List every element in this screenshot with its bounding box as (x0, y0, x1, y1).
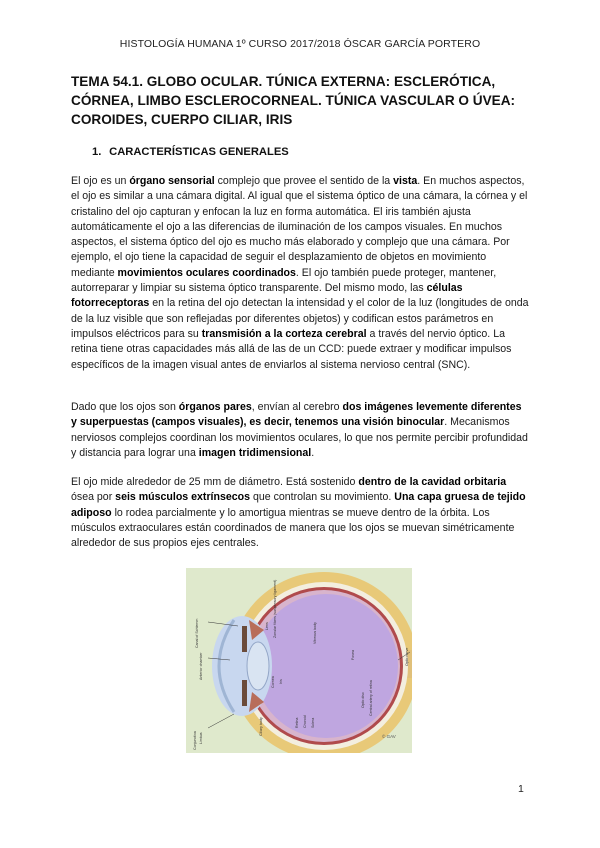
bold-term: seis músculos extrínsecos (115, 491, 251, 504)
bold-term: transmisión a la corteza cerebral (201, 327, 367, 340)
label-ciliary-body: Ciliary body (259, 717, 263, 736)
bold-term: dentro de la cavidad orbitaria (358, 476, 507, 488)
text-run: ósea por (71, 491, 116, 504)
page-number: 1 (518, 783, 524, 795)
eye-diagram-figure (186, 568, 412, 753)
label-sclera: Sclera (311, 717, 315, 728)
label-conjunctiva: Conjunctiva (193, 731, 197, 750)
section-number: 1. (92, 146, 102, 158)
text-run: que controlan su movimiento. (250, 491, 395, 504)
bold-term: dos imágenes levemente diferentes y superpuestas (campos visuales), es decir, tenemos una visión binocular (71, 401, 522, 429)
paragraph-3 (71, 475, 529, 551)
page-header: HISTOLOGÍA HUMANA 1º CURSO 2017/2018 ÓSCAR GARCÍA PORTERO (119, 38, 481, 50)
bold-term: órganos pares (178, 401, 252, 413)
eye-diagram (186, 568, 412, 753)
label-canal: Canal of Schlemm (195, 618, 199, 648)
text-run: . (311, 446, 315, 459)
section-heading (92, 146, 289, 158)
bold-term: movimientos oculares coordinados (117, 266, 296, 279)
label-optic-disc: Optic disc (361, 692, 365, 708)
bold-term: Una capa gruesa de tejido adiposo (71, 491, 526, 519)
label-fovea: Fovea (351, 650, 355, 660)
paragraph-2 (71, 400, 529, 461)
bold-term: vista (393, 175, 418, 187)
text-run: complejo que provee el sentido de la (214, 175, 394, 187)
text-run: a través del nervio óptico. La retina tiene otras capacidades más allá de las de un CCD: puede extraer y modificar impulsos específicos de la imagen visual antes de enviarlos al sistema nervioso central (SNC). (71, 327, 512, 371)
text-run: lo rodea parcialmente y lo amortigua mientras se mueve dentro de la órbita. Los músculos extraoculares están coordinados de manera que los ojos se muevan simétricamente alrededor de sus propios ejes centrales. (71, 506, 515, 550)
label-choroid: Choroid (303, 715, 307, 728)
iris-lower (242, 680, 247, 706)
label-limbus: Limbus (199, 732, 203, 744)
text-run: . En muchos aspectos, el ojo es similar a una cámara digital. Al igual que el sistema óptico de una cámara, la córnea y el cristalino del ojo capturan y enfocan la luz en forma automática. El iris también ajusta automáticamente el ojo a las diferencias de iluminación de los campos visuales. En muchos aspectos, el sistema óptico del ojo es mucho más elaborado y complejo que una cámara. Por ejemplo, el ojo tiene la capacidad de seguir el desplazamiento de objetos en movimiento mediante (71, 175, 528, 279)
iris-upper (242, 626, 247, 652)
label-cornea: Cornea (271, 676, 275, 688)
label-vitreous-body: Vitreous body (313, 622, 317, 644)
label-retina: Retina (295, 717, 299, 728)
bold-term: imagen tridimensional (198, 446, 312, 459)
text-run: El ojo mide alrededor de 25 mm de diámetro. Está sostenido (71, 476, 359, 488)
text-run: . Mecanismos nerviosos complejos coordinan los movimientos oculares, lo que nos permite percibir profundidad y distancia para lograr una (71, 416, 528, 459)
section-title: CARACTERÍSTICAS GENERALES (109, 146, 289, 158)
text-run: , envían al cerebro (251, 401, 343, 413)
paragraph-1 (71, 174, 529, 373)
lens (247, 642, 269, 690)
label-anterior-chamber: Anterior chamber (199, 652, 203, 680)
page-title: TEMA 54.1. GLOBO OCULAR. TÚNICA EXTERNA: ESCLERÓTICA, CÓRNEA, LIMBO ESCLEROCORNEAL. TÚNICA VASCULAR O ÚVEA: COROIDES, CUERPO CILIAR, IRIS (71, 74, 516, 127)
text-run: Dado que los ojos son (71, 401, 179, 413)
label-optic-nerve: Optic nerve (405, 647, 409, 666)
bold-term: órgano sensorial (129, 175, 215, 187)
bold-term: células fotorreceptoras (71, 282, 463, 310)
text-run: en la retina del ojo detectan la intensidad y el color de la luz (longitudes de onda de la luz visible que son reflejadas por diferentes objetos) y codifican estos parámetros en impulsos eléctricos para su (71, 297, 529, 340)
text-run: . El ojo también puede proteger, mantener, autorreparar y limpiar su sistema óptico transparente. Del mismo modo, las (71, 266, 497, 295)
text-run: El ojo es un (71, 175, 130, 187)
label-lens: Lens (265, 622, 269, 630)
figure-badge: © GAV (382, 734, 396, 739)
label-central-artery: Central artery of retina (369, 680, 373, 716)
label-iris: Iris (279, 679, 283, 684)
label-zonular-fibers: Zonular fibers (suspensory ligament) (273, 579, 277, 638)
